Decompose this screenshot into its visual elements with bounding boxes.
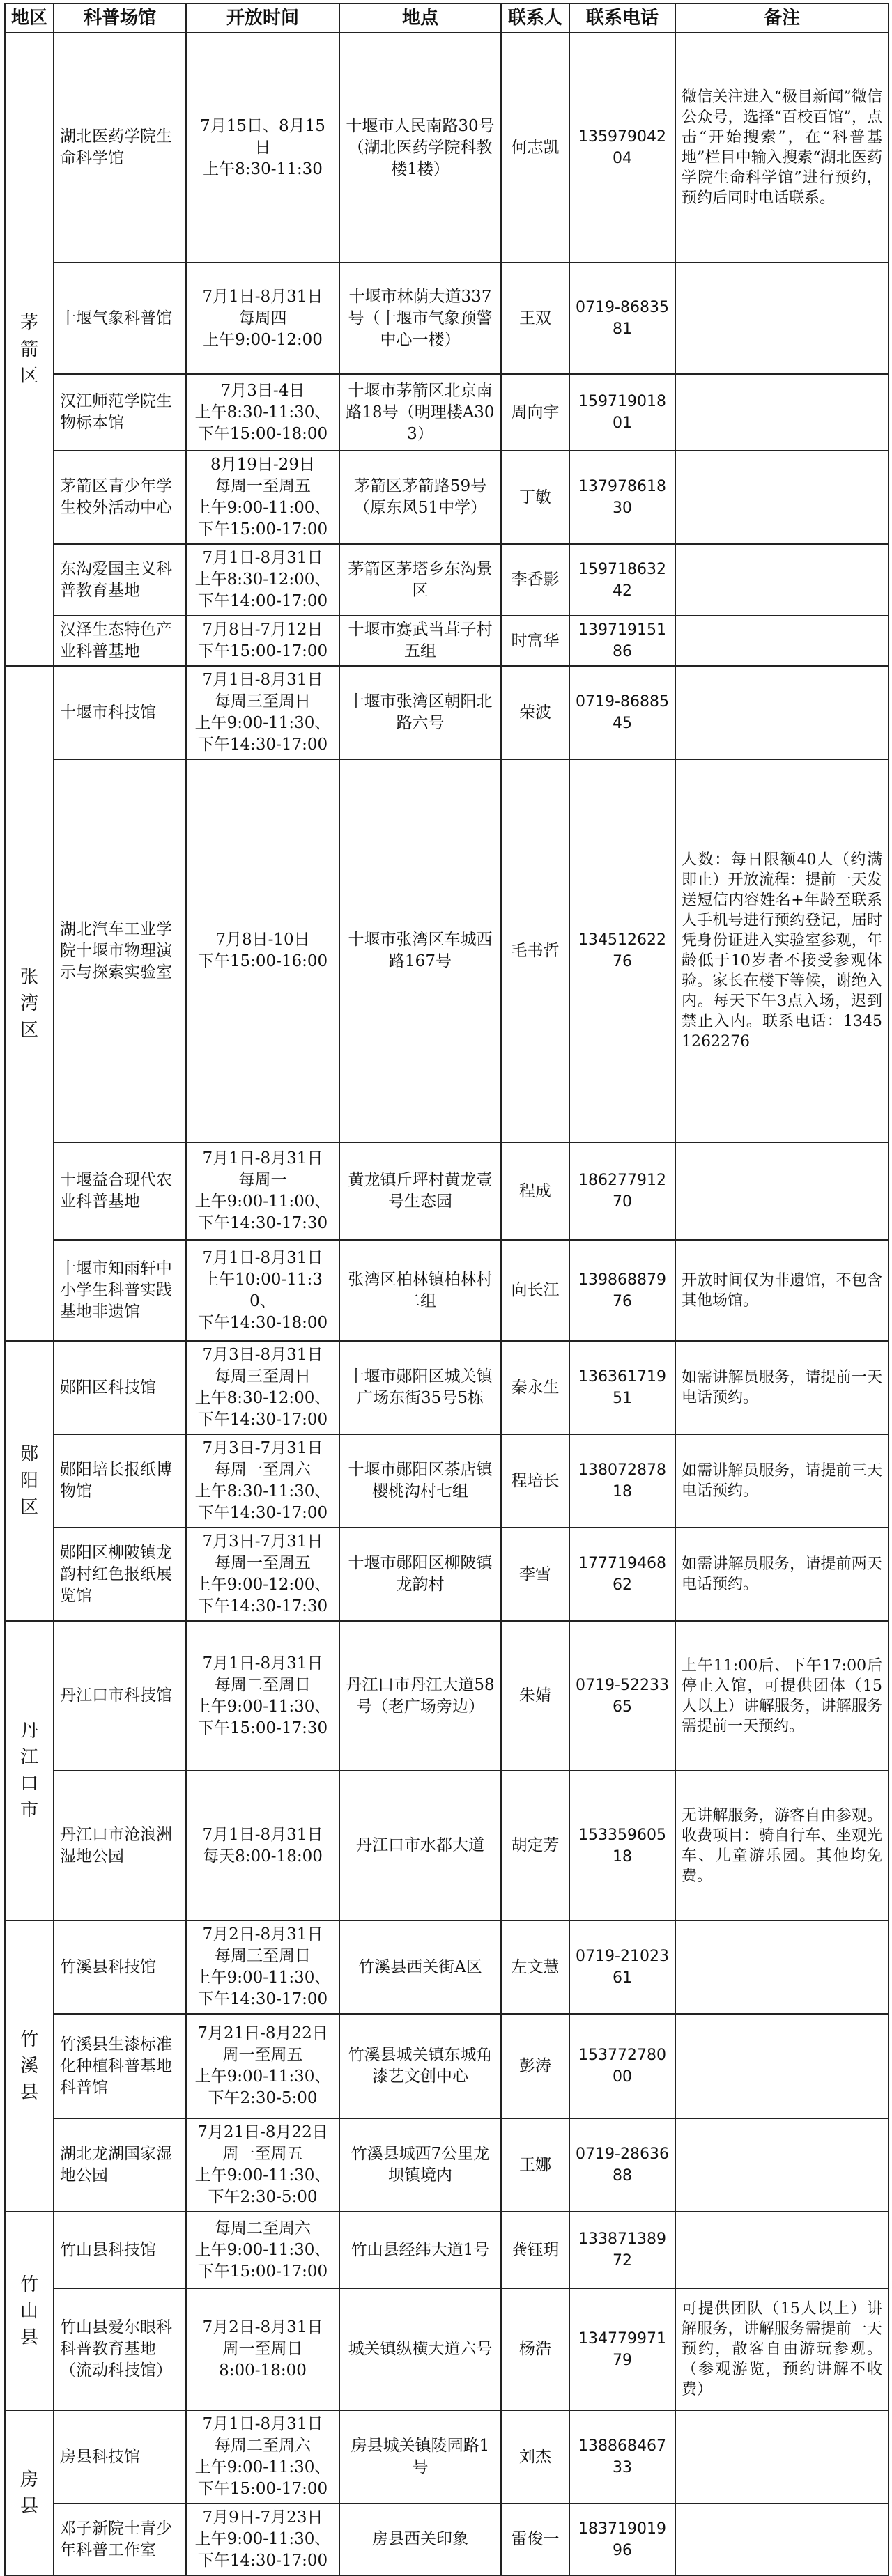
contact-person: 丁敏: [501, 451, 569, 544]
contact-phone: 18627791270: [569, 1142, 675, 1240]
opening-time-line: 上午9:00-12:00、: [194, 1576, 331, 1594]
opening-time-line: 上午8:30-12:00、: [194, 1389, 331, 1407]
contact-phone: 15335960518: [569, 1771, 675, 1921]
remarks: [675, 1142, 889, 1240]
opening-time-line: 下午15:00-16:00: [197, 952, 328, 970]
venue-address: 房县城关镇陵园路1号: [339, 2410, 501, 2504]
table-row: [5, 33, 889, 263]
remarks: 无讲解服务，游客自由参观。收费项目：骑自行车、坐观光车、儿童游乐园。其他均免费。: [675, 1771, 889, 1921]
opening-time-line: 7月3日-7月31日: [202, 1439, 323, 1457]
opening-time-line: 7月21日-8月22日: [197, 2024, 328, 2042]
remarks: 可提供团队（15人以上）讲解服务，讲解服务需提前一天预约，散客自由游玩参观。（参观游览，预约讲解不收费）: [675, 2288, 889, 2410]
opening-time-line: 上午8:30-11:30: [203, 160, 323, 178]
column-header: 联系电话: [569, 3, 675, 33]
table-row: [5, 2014, 889, 2118]
venue-address: 十堰市郧阳区茶店镇樱桃沟村七组: [339, 1434, 501, 1528]
column-header: 备注: [675, 3, 889, 33]
venue-address: 十堰市赛武当茸子村五组: [339, 616, 501, 666]
region-cell: [5, 1341, 54, 1621]
remarks: [675, 2410, 889, 2504]
opening-time-line: 每周二至周六: [215, 2437, 311, 2455]
remarks: 开放时间仅为非遗馆，不包含其他场馆。: [675, 1240, 889, 1341]
contact-person: 左文慧: [501, 1921, 569, 2014]
opening-time-line: 下午15:00-17:00: [197, 642, 328, 660]
table-row: [5, 2504, 889, 2575]
venue-name: 竹山县爱尔眼科科普教育基地（流动科技馆）: [54, 2288, 186, 2410]
contact-person: 雷俊一: [501, 2504, 569, 2575]
remarks: [675, 2014, 889, 2118]
contact-person: 向长江: [501, 1240, 569, 1341]
remarks: 人数：每日限额40人（约满即止）开放流程：提前一天发送短信内容姓名+年龄至联系人手机号进行预约登记，届时凭身份证进入实验室参观，年龄低于10岁者不接受参观体验。家长在楼下等候，谢绝入内。每天下午3点入场，迟到禁止入内。联系电话：13451262276: [675, 759, 889, 1142]
contact-person: 杨浩: [501, 2288, 569, 2410]
table-row: [5, 616, 889, 666]
contact-phone: 0719-8683581: [569, 263, 675, 374]
region-cell: [5, 1921, 54, 2212]
contact-person: 彭涛: [501, 2014, 569, 2118]
opening-time-line: 每周一至周六: [215, 1461, 311, 1479]
contact-phone: 0719-5223365: [569, 1621, 675, 1771]
opening-time-line: 下午15:00-18:00: [197, 424, 328, 443]
contact-phone: 13807287818: [569, 1434, 675, 1528]
opening-time-line: 7月1日-8月31日: [202, 1825, 323, 1844]
venue-address: 丹江口市水都大道: [339, 1771, 501, 1921]
venue-name: 丹江口市沧浪洲湿地公园: [54, 1771, 186, 1921]
contact-person: 秦永生: [501, 1341, 569, 1434]
contact-phone: 0719-8688545: [569, 666, 675, 759]
contact-phone: 15971901801: [569, 374, 675, 451]
contact-phone: 13986887976: [569, 1240, 675, 1341]
opening-time-line: 下午14:30-18:00: [197, 1313, 328, 1332]
contact-phone: 13636171951: [569, 1341, 675, 1434]
venue-address: 十堰市林荫大道337号（十堰市气象预警中心一楼）: [339, 263, 501, 374]
contact-person: 荣波: [501, 666, 569, 759]
opening-time: [186, 1621, 339, 1771]
opening-time-line: 下午14:30-17:30: [197, 1214, 328, 1232]
remarks: 如需讲解员服务，请提前一天电话预约。: [675, 1341, 889, 1434]
region-name: 丹江口市: [20, 1721, 38, 1821]
opening-time-line: 每周三至周日: [215, 1947, 311, 1965]
table-row: [5, 544, 889, 616]
remarks: [675, 263, 889, 374]
opening-time-line: 上午8:30-11:30、: [194, 403, 331, 421]
opening-time-line: 下午15:00-17:30: [197, 1718, 328, 1737]
table-row: [5, 1240, 889, 1341]
opening-time: [186, 2118, 339, 2212]
opening-time: [186, 1528, 339, 1621]
venue-address: 丹江口市丹江大道58号（老广场旁边）: [339, 1621, 501, 1771]
venue-name: 十堰益合现代农业科普基地: [54, 1142, 186, 1240]
column-header: 科普场馆: [54, 3, 186, 33]
opening-time-line: 7月3日-8月31日: [202, 1346, 323, 1364]
venue-name: 竹溪县科技馆: [54, 1921, 186, 2014]
table-body: [5, 33, 889, 2575]
opening-time-line: 下午14:30-17:00: [197, 1411, 328, 1429]
column-header: 联系人: [501, 3, 569, 33]
opening-time-line: 7月8日-10日: [215, 931, 310, 949]
remarks: [675, 544, 889, 616]
opening-time: [186, 1142, 339, 1240]
opening-time-line: 上午9:00-11:30、: [194, 2530, 331, 2548]
venue-name: 郧阳培长报纸博物馆: [54, 1434, 186, 1528]
contact-phone: 13597904204: [569, 33, 675, 263]
column-header: 地区: [5, 3, 54, 33]
contact-person: 王双: [501, 263, 569, 374]
table-row: [5, 2288, 889, 2410]
opening-time-line: 下午15:00-17:00: [197, 2262, 328, 2281]
table-row: [5, 1434, 889, 1528]
venue-name: 郧阳区科技馆: [54, 1341, 186, 1434]
venue-name: 邓子新院士青少年科普工作室: [54, 2504, 186, 2575]
opening-time-line: 每天8:00-18:00: [203, 1847, 323, 1865]
opening-time-line: 下午14:00-17:00: [197, 592, 328, 610]
opening-time-line: 下午14:30-17:00: [197, 2552, 328, 2570]
contact-person: 程成: [501, 1142, 569, 1240]
column-header: 开放时间: [186, 3, 339, 33]
contact-person: 王娜: [501, 2118, 569, 2212]
venue-name: 东沟爱国主义科普教育基地: [54, 544, 186, 616]
venue-name: 竹山县科技馆: [54, 2212, 186, 2288]
remarks: 如需讲解员服务，请提前三天电话预约。: [675, 1434, 889, 1528]
region-name: 郧阳区: [20, 1444, 38, 1518]
opening-time-line: 上午9:00-11:30、: [194, 714, 331, 732]
venue-address: 竹溪县西关街A区: [339, 1921, 501, 2014]
opening-time: [186, 759, 339, 1142]
opening-time: [186, 374, 339, 451]
table-row: [5, 2410, 889, 2504]
contact-person: 李雪: [501, 1528, 569, 1621]
opening-time-line: 下午15:00-17:00: [197, 2480, 328, 2498]
contact-person: 何志凯: [501, 33, 569, 263]
remarks: [675, 2118, 889, 2212]
remarks: [675, 616, 889, 666]
opening-time: [186, 1771, 339, 1921]
opening-time-line: 上午9:00-11:30、: [194, 2458, 331, 2476]
opening-time: [186, 2212, 339, 2288]
opening-time-line: 每周二至周日: [215, 1675, 311, 1694]
remarks: [675, 1921, 889, 2014]
contact-person: 胡定芳: [501, 1771, 569, 1921]
venue-address: 城关镇纵横大道六号: [339, 2288, 501, 2410]
remarks: [675, 374, 889, 451]
remarks: [675, 2212, 889, 2288]
contact-phone: 13797861830: [569, 451, 675, 544]
venue-name: 竹溪县生漆标准化种植科普基地科普馆: [54, 2014, 186, 2118]
opening-time-line: 7月1日-8月31日: [202, 549, 323, 567]
opening-time: [186, 2410, 339, 2504]
venue-table: [4, 3, 889, 2576]
contact-phone: 0719-2863688: [569, 2118, 675, 2212]
venue-address: 黄龙镇斤坪村黄龙壹号生态园: [339, 1142, 501, 1240]
contact-phone: 13971915186: [569, 616, 675, 666]
table-row: [5, 2212, 889, 2288]
venue-address: 十堰市茅箭区北京南路18号（明理楼A303）: [339, 374, 501, 451]
opening-time: [186, 451, 339, 544]
remarks: 上午11:00后、下午17:00后停止入馆，可提供团体（15人以上）讲解服务，讲解服务需提前一天预约。: [675, 1621, 889, 1771]
opening-time-line: 7月21日-8月22日: [197, 2123, 328, 2141]
opening-time-line: 下午14:30-17:00: [197, 1990, 328, 2008]
venue-address: 茅箭区茅箭路59号（原东风51中学）: [339, 451, 501, 544]
contact-person: 时富华: [501, 616, 569, 666]
venue-name: 湖北医药学院生命科学馆: [54, 33, 186, 263]
opening-time-line: 每周二至周六: [215, 2219, 311, 2237]
venue-name: 湖北汽车工业学院十堰市物理演示与探索实验室: [54, 759, 186, 1142]
contact-phone: 13451262276: [569, 759, 675, 1142]
opening-time-line: 7月1日-8月31日: [202, 2415, 323, 2433]
table-row: [5, 451, 889, 544]
opening-time-line: 下午14:30-17:00: [197, 1504, 328, 1522]
remarks: 微信关注进入“极目新闻”微信公众号，选择“百校百馆”，点击“开始搜索”，在“科普基地”栏目中输入搜索“湖北医药学院生命科学馆”进行预约，预约后同时电话联系。: [675, 33, 889, 263]
contact-person: 刘杰: [501, 2410, 569, 2504]
venue-name: 丹江口市科技馆: [54, 1621, 186, 1771]
region-cell: [5, 2212, 54, 2410]
table-row: [5, 1771, 889, 1921]
region-name: 竹溪县: [20, 2029, 38, 2103]
opening-time-line: 7月1日-8月31日: [202, 671, 323, 689]
opening-time-line: 下午2:30-5:00: [208, 2188, 318, 2206]
opening-time-line: 周一至周五: [222, 2145, 303, 2163]
region-cell: [5, 666, 54, 1341]
opening-time-line: 上午8:30-11:30、: [194, 1482, 331, 1500]
contact-phone: 15377278000: [569, 2014, 675, 2118]
venue-address: 竹山县经纬大道1号: [339, 2212, 501, 2288]
venue-name: 汉泽生态特色产业科普基地: [54, 616, 186, 666]
venue-address: 十堰市郧阳区城关镇广场东街35号5栋: [339, 1341, 501, 1434]
opening-time-line: 7月2日-8月31日: [202, 2318, 323, 2336]
contact-phone: 13477997179: [569, 2288, 675, 2410]
venue-name: 汉江师范学院生物标本馆: [54, 374, 186, 451]
contact-person: 程培长: [501, 1434, 569, 1528]
opening-time-line: 7月1日-8月31日: [202, 287, 323, 306]
contact-phone: 13886846733: [569, 2410, 675, 2504]
opening-time-line: 每周三至周日: [215, 692, 311, 711]
venue-address: 十堰市张湾区朝阳北路六号: [339, 666, 501, 759]
opening-time: [186, 1240, 339, 1341]
table-row: [5, 759, 889, 1142]
venue-table-container: [4, 3, 888, 2576]
opening-time-line: 下午15:00-17:00: [197, 520, 328, 538]
opening-time-line: 下午2:30-5:00: [208, 2089, 318, 2107]
opening-time-line: 周一至周五: [222, 2046, 303, 2064]
venue-address: 竹溪县城关镇东城角漆艺文创中心: [339, 2014, 501, 2118]
remarks: 如需讲解员服务，请提前两天电话预约。: [675, 1528, 889, 1621]
opening-time-line: 下午14:30-17:30: [197, 1597, 328, 1615]
venue-address: 十堰市张湾区车城西路167号: [339, 759, 501, 1142]
opening-time-line: 8月19日-29日: [210, 456, 315, 474]
opening-time-line: 上午9:00-12:00: [203, 330, 323, 349]
opening-time: [186, 1921, 339, 2014]
contact-phone: 13387138972: [569, 2212, 675, 2288]
venue-name: 茅箭区青少年学生校外活动中心: [54, 451, 186, 544]
opening-time: [186, 33, 339, 263]
table-row: [5, 666, 889, 759]
opening-time-line: 每周三至周日: [215, 1367, 311, 1386]
opening-time-line: 7月1日-8月31日: [202, 1149, 323, 1167]
table-row: [5, 263, 889, 374]
contact-phone: 15971863242: [569, 544, 675, 616]
opening-time: [186, 263, 339, 374]
opening-time-line: 上午9:00-11:30、: [194, 2240, 331, 2259]
table-row: [5, 1621, 889, 1771]
venue-name: 十堰气象科普馆: [54, 263, 186, 374]
remarks: [675, 451, 889, 544]
venue-address: 竹溪县城西7公里龙坝镇境内: [339, 2118, 501, 2212]
contact-phone: 18371901996: [569, 2504, 675, 2575]
venue-address: 房县西关印象: [339, 2504, 501, 2575]
opening-time-line: 每周一: [238, 1171, 287, 1189]
opening-time-line: 周一至周日: [222, 2340, 303, 2358]
region-cell: [5, 2410, 54, 2575]
venue-name: 湖北龙湖国家湿地公园: [54, 2118, 186, 2212]
opening-time-line: 7月9日-7月23日: [202, 2508, 323, 2527]
table-row: [5, 374, 889, 451]
venue-name: 郧阳区柳陂镇龙韵村红色报纸展览馆: [54, 1528, 186, 1621]
contact-person: 周向宇: [501, 374, 569, 451]
table-row: [5, 1142, 889, 1240]
contact-person: 龚钰玥: [501, 2212, 569, 2288]
opening-time-line: 上午8:30-12:00、: [194, 571, 331, 589]
contact-person: 毛书哲: [501, 759, 569, 1142]
opening-time-line: 7月15日、8月15日: [200, 116, 325, 157]
region-name: 茅箭区: [20, 312, 38, 387]
contact-person: 李香影: [501, 544, 569, 616]
contact-person: 朱婧: [501, 1621, 569, 1771]
opening-time-line: 7月2日-8月31日: [202, 1925, 323, 1943]
table-row: [5, 2118, 889, 2212]
opening-time-line: 每周四: [238, 309, 287, 327]
venue-address: 张湾区柏林镇柏林村二组: [339, 1240, 501, 1341]
opening-time-line: 上午9:00-11:00、: [194, 1193, 331, 1211]
opening-time: [186, 2288, 339, 2410]
opening-time-line: 上午9:00-11:30、: [194, 2067, 331, 2086]
table-row: [5, 1528, 889, 1621]
opening-time: [186, 544, 339, 616]
header-row: [5, 3, 889, 33]
opening-time-line: 上午9:00-11:30、: [194, 1697, 331, 1716]
table-row: [5, 1921, 889, 2014]
opening-time: [186, 2014, 339, 2118]
opening-time-line: 每周一至周五: [215, 477, 311, 495]
table-row: [5, 1341, 889, 1434]
opening-time: [186, 2504, 339, 2575]
remarks: [675, 666, 889, 759]
remarks: [675, 2504, 889, 2575]
opening-time-line: 每周一至周五: [215, 1554, 311, 1572]
region-cell: [5, 1621, 54, 1921]
table-header: [5, 3, 889, 33]
opening-time: [186, 666, 339, 759]
opening-time-line: 7月3日-7月31日: [202, 1533, 323, 1551]
venue-name: 房县科技馆: [54, 2410, 186, 2504]
region-name: 张湾区: [20, 966, 38, 1041]
column-header: 地点: [339, 3, 501, 33]
contact-phone: 0719-2102361: [569, 1921, 675, 2014]
opening-time: [186, 1434, 339, 1528]
venue-address: 十堰市人民南路30号（湖北医药学院科教楼1楼）: [339, 33, 501, 263]
region-cell: [5, 33, 54, 666]
region-name: 竹山县: [20, 2274, 38, 2348]
opening-time: [186, 1341, 339, 1434]
region-name: 房县: [20, 2469, 38, 2517]
venue-address: 十堰市郧阳区柳陂镇龙韵村: [339, 1528, 501, 1621]
opening-time-line: 上午9:00-11:30、: [194, 2166, 331, 2185]
opening-time-line: 7月1日-8月31日: [202, 1248, 323, 1267]
opening-time-line: 下午14:30-17:00: [197, 736, 328, 754]
opening-time-line: 8:00-18:00: [219, 2361, 307, 2380]
venue-address: 茅箭区茅塔乡东沟景区: [339, 544, 501, 616]
opening-time-line: 7月3日-4日: [220, 381, 305, 400]
opening-time-line: 7月1日-8月31日: [202, 1654, 323, 1673]
venue-name: 十堰市知雨轩中小学生科普实践基地非遗馆: [54, 1240, 186, 1341]
opening-time-line: 7月8日-7月12日: [202, 621, 323, 639]
opening-time-line: 上午10:00-11:30、: [203, 1270, 323, 1310]
opening-time-line: 上午9:00-11:30、: [194, 1969, 331, 1987]
opening-time-line: 上午9:00-11:00、: [194, 499, 331, 517]
venue-name: 十堰市科技馆: [54, 666, 186, 759]
opening-time: [186, 616, 339, 666]
contact-phone: 17771946862: [569, 1528, 675, 1621]
